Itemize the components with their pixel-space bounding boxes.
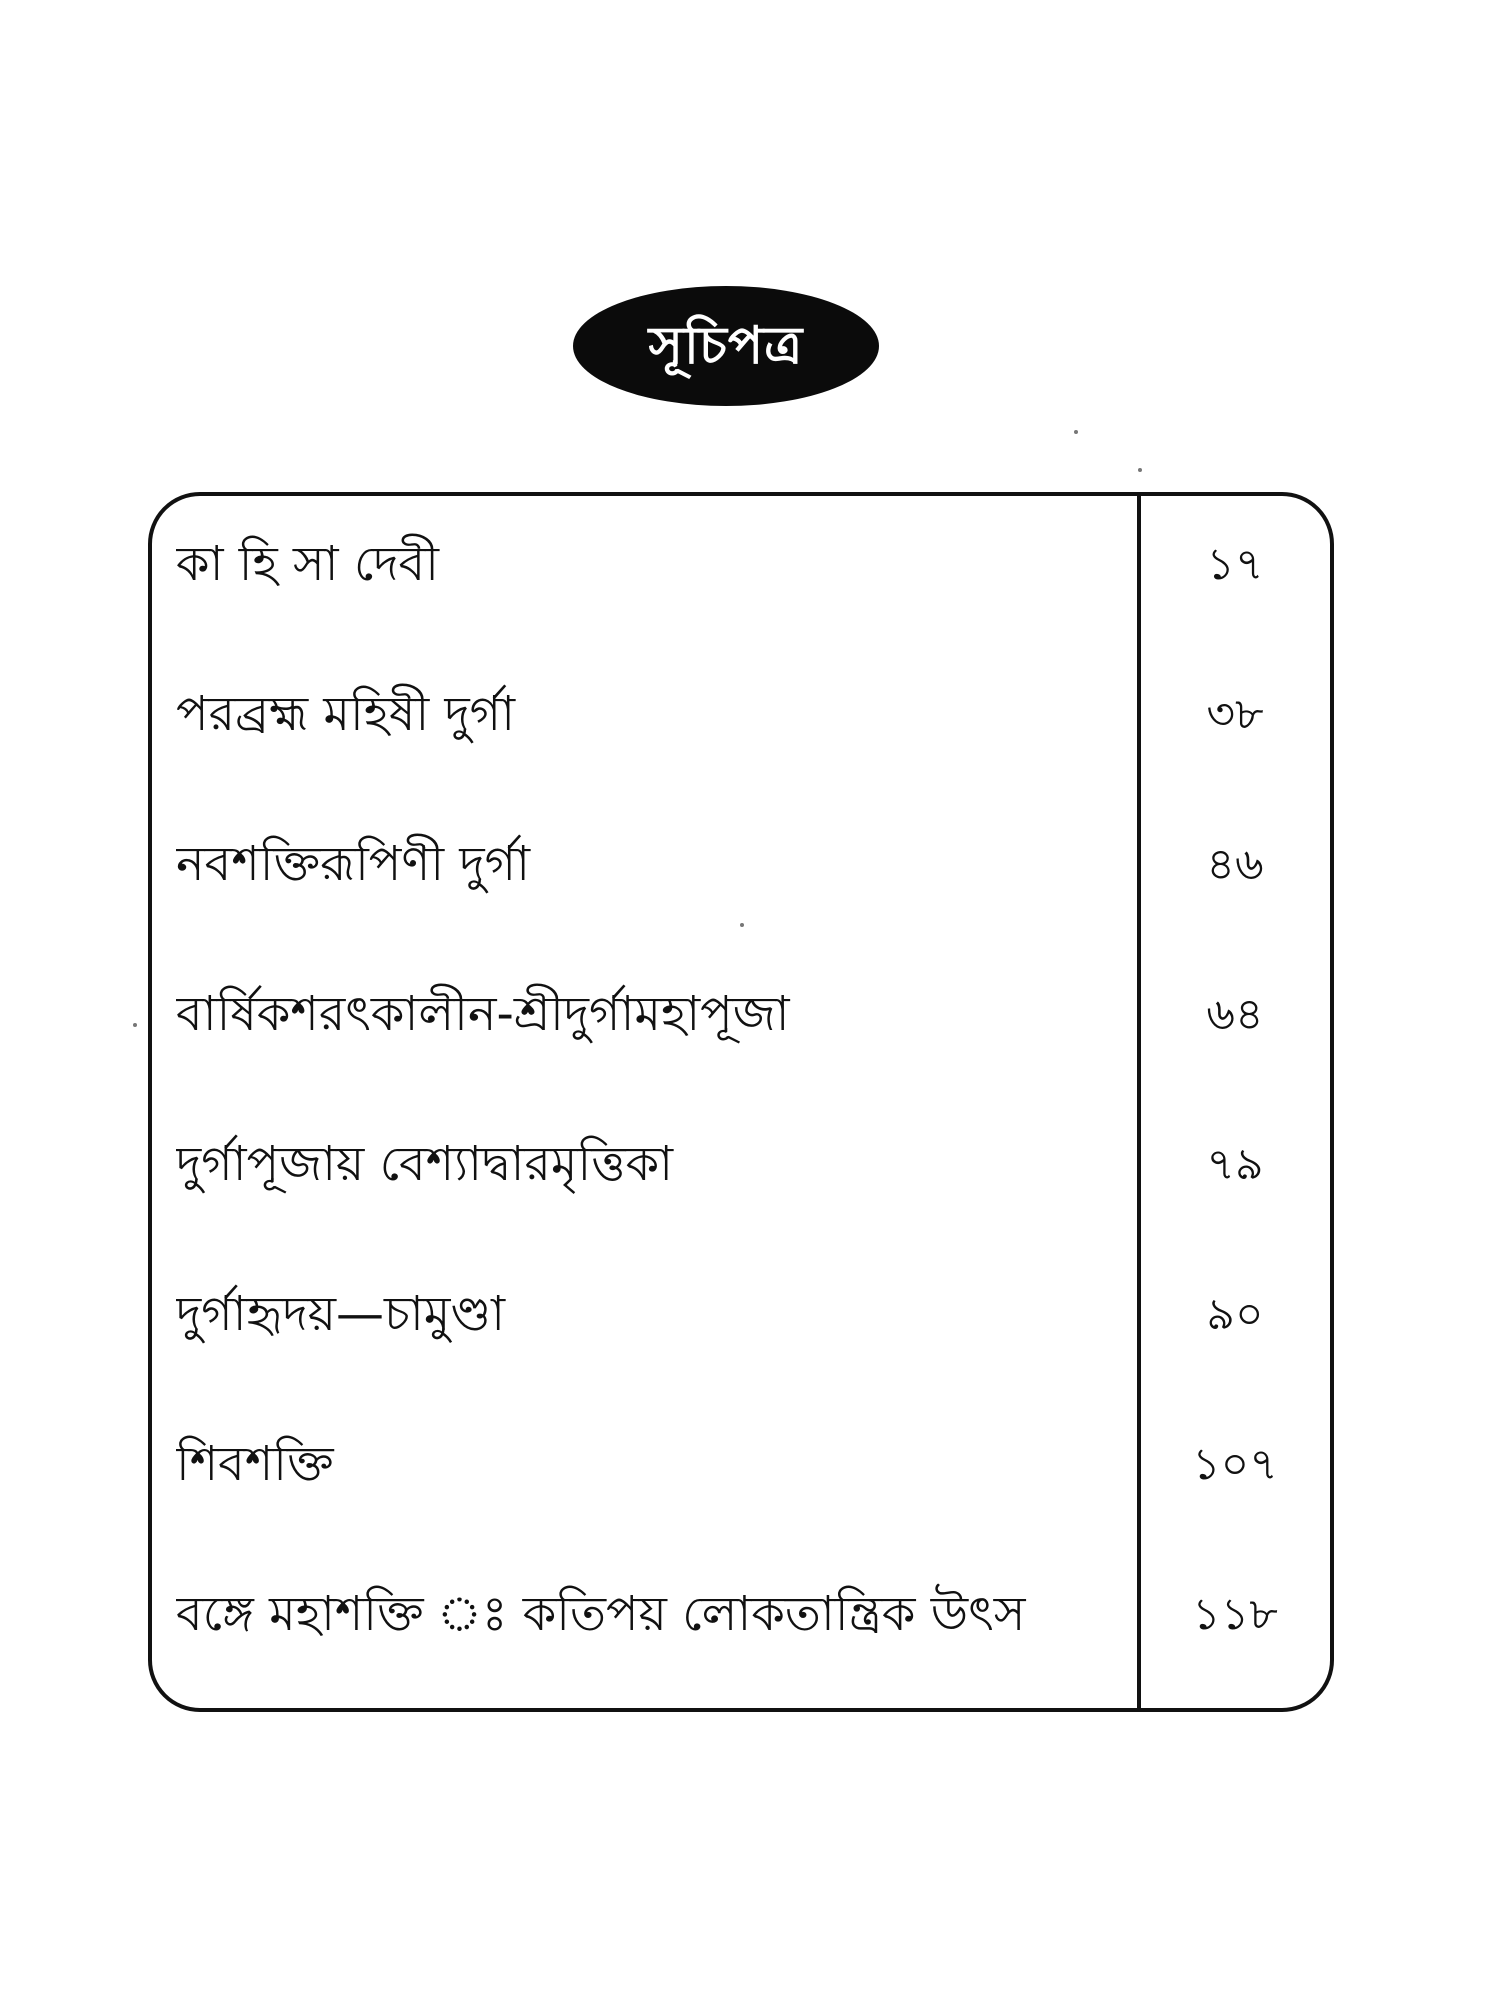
toc-row — [0, 1117, 1500, 1217]
paper-speck — [740, 923, 744, 927]
toc-entry-page: ১০৭ — [1192, 1438, 1278, 1490]
toc-row — [0, 1267, 1500, 1367]
toc-row — [0, 1567, 1500, 1667]
toc-entry-title: শিবশক্তি — [176, 1435, 334, 1492]
toc-entry-title: পরব্রহ্ম মহিষী দুর্গা — [176, 685, 516, 742]
toc-entry-title: বার্ষিকশরৎকালীন-শ্রীদুর্গামহাপূজা — [176, 985, 790, 1042]
toc-row — [0, 517, 1500, 617]
toc-entry-title: কা হি সা দেবী — [176, 535, 439, 592]
toc-entry-title: দুর্গাপূজায় বেশ্যাদ্বারমৃত্তিকা — [176, 1135, 674, 1192]
paper-speck — [1138, 468, 1142, 472]
toc-row — [0, 817, 1500, 917]
paper-speck — [133, 1023, 137, 1027]
toc-entry-title: দুর্গাহৃদয়—চামুণ্ডা — [176, 1285, 506, 1342]
toc-entry-title: বঙ্গে মহাশক্তি ঃ কতিপয় লোকতান্ত্রিক উৎস — [176, 1585, 1026, 1642]
toc-entry-page: ৩৮ — [1206, 688, 1264, 740]
toc-row — [0, 1417, 1500, 1517]
toc-entry-page: ১৭ — [1206, 538, 1264, 590]
toc-row — [0, 967, 1500, 1067]
toc-entry-page: ৪৬ — [1206, 838, 1264, 890]
page-title: সূচিপত্র — [648, 316, 804, 376]
paper-speck — [1074, 430, 1078, 434]
toc-entry-page: ১১৮ — [1192, 1588, 1278, 1640]
toc-entry-page: ৯০ — [1206, 1288, 1264, 1340]
toc-entry-page: ৬৪ — [1206, 988, 1264, 1040]
toc-entry-page: ৭৯ — [1206, 1138, 1264, 1190]
toc-entry-title: নবশক্তিরূপিণী দুর্গা — [176, 835, 531, 892]
toc-row — [0, 667, 1500, 767]
